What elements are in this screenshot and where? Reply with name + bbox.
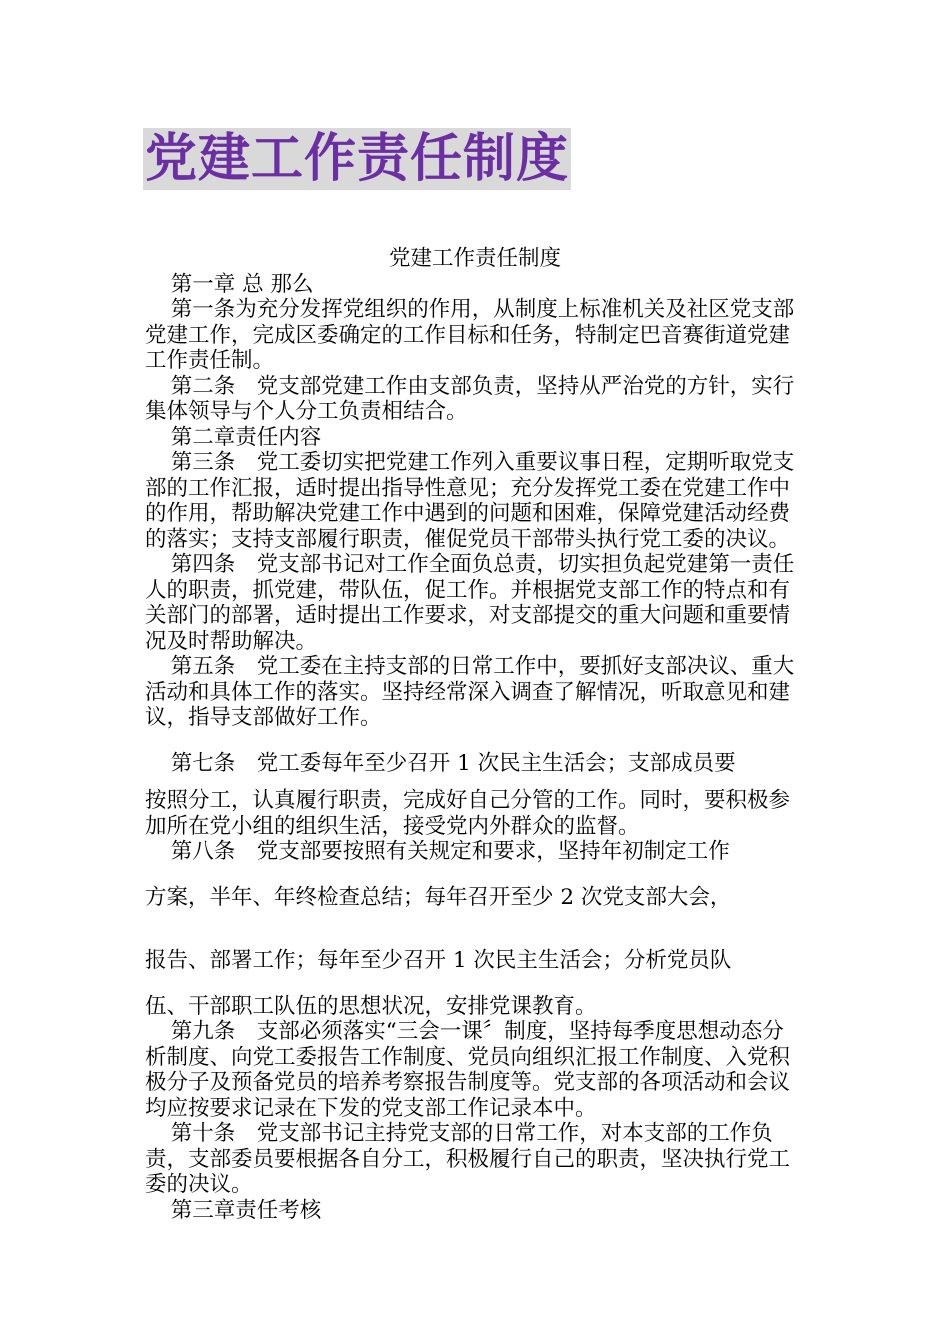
article-paragraph: 第一条为充分发挥党组织的作用，从制度上标准机关及社区党支部党建工作，完成区委确定的工作目标和任务，特制定巴音赛街道党建工作责任制。 (145, 297, 795, 373)
text-line: 伍、干部职工队伍的思想状况，安排党课教育。 (145, 993, 597, 1019)
chapter-heading: 第三章责任考核 (170, 1197, 322, 1223)
article-paragraph: 第五条 党工委在主持支部的日常工作中，要抓好支部决议、重大活动和具体工作的落实。坚持经常深入调查了解情况，听取意见和建议，指导支部做好工作。 (145, 654, 795, 730)
text-line: 按照分工，认真履行职责，完成好自己分管的工作。同时，要积极参加所在党小组的组织生活，接受党内外群众的监督。 (145, 788, 791, 839)
subtitle: 党建工作责任制度 (388, 246, 561, 271)
chapter-heading: 第二章责任内容 (170, 424, 322, 450)
article-paragraph: 第十条 党支部书记主持党支部的日常工作，对本支部的工作负责，支部委员要根据各自分工，积极履行自己的职责，坚决执行党工委的决议。 (145, 1121, 791, 1197)
text-line: 报告、部署工作；每年至少召开 1 次民主生活会；分析党员队 (145, 948, 732, 973)
document-title: 党建工作责任制度 (145, 129, 570, 189)
article-paragraph: 第四条 党支部书记对工作全面负总责，切实担负起党建第一责任人的职责，抓党建，带队伍，促工作。并根据党支部工作的特点和有关部门的部署，适时提出工作要求，对支部提交的重大问题和重要情况及时帮助解决。 (145, 552, 795, 654)
article-paragraph: 第二条 党支部党建工作由支部负责，坚持从严治党的方针，实行集体领导与个人分工负责相结合。 (145, 373, 795, 424)
article-paragraph: 第七条 党工委每年至少召开 1 次民主生活会；支部成员要 (170, 750, 736, 776)
article-paragraph: 第八条 党支部要按照有关规定和要求，坚持年初制定工作 (170, 839, 730, 864)
chapter-heading: 第一章 总 那么 (170, 271, 314, 297)
text-line: 方案，半年、年终检查总结；每年召开至少 2 次党支部大会， (145, 884, 732, 910)
article-paragraph: 第九条 支部必须落实“三会一课〞制度，坚持每季度思想动态分析制度、向党工委报告工作制度、党员向组织汇报工作制度、入党积极分子及预备党员的培养考察报告制度等。党支部的各项活动和会议均应按要求记录在下发的党支部工作记录本中。 (145, 1019, 791, 1121)
document-body (145, 246, 805, 1223)
article-paragraph: 第三条 党工委切实把党建工作列入重要议事日程，定期听取党支部的工作汇报，适时提出指导性意见；充分发挥党工委在党建工作中的作用，帮助解决党建工作中遇到的问题和困难，保障党建活动经费的落实；支持支部履行职责，催促党员干部带头执行党工委的决议。 (145, 450, 795, 552)
